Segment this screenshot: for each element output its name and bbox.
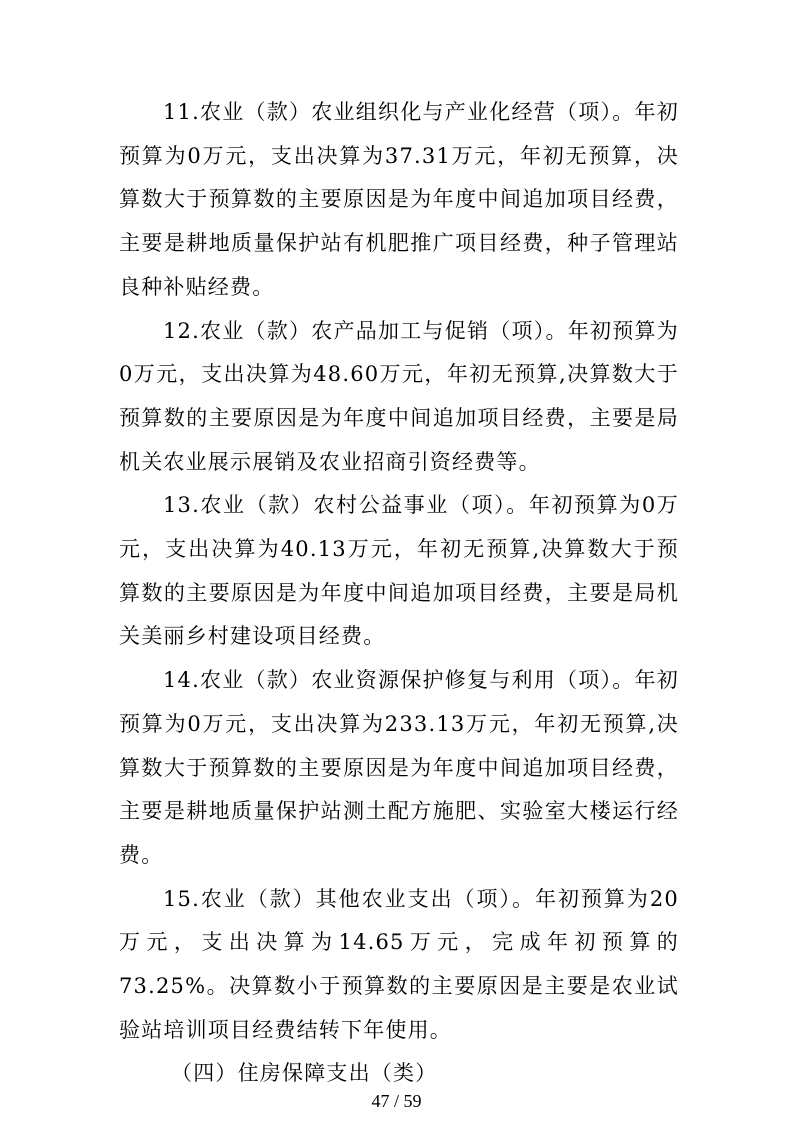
section-heading: （四）住房保障支出（类） [171,1061,438,1086]
page-number: 47 / 59 [371,1091,422,1111]
paragraph-item-12: 12.农业（款）农产品加工与促销（项）。年初预算为0万元，支出决算为48.60万元，年初无预算,决算数大于预算数的主要原因是为年度中间追加项目经费，主要是局机关农业展示展销及农业招商引资经费等。 [119,318,679,474]
paragraph-item-15: 15.农业（款）其他农业支出（项）。年初预算为20万元，支出决算为14.65万元，完成年初预算的73.25%。决算数小于预算数的主要原因是主要是农业试验站培训项目经费结转下年使用。 [119,886,679,1042]
paragraph-item-11: 11.农业（款）农业组织化与产业化经营（项）。年初预算为0万元，支出决算为37.31万元，年初无预算，决算数大于预算数的主要原因是为年度中间追加项目经费，主要是耕地质量保护站有机肥推广项目经费，种子管理站良种补贴经费。 [119,100,679,299]
document-body [119,91,679,1096]
paragraph-item-13: 13.农业（款）农村公益事业（项）。年初预算为0万元，支出决算为40.13万元，年初无预算,决算数大于预算数的主要原因是为年度中间追加项目经费，主要是局机关美丽乡村建设项目经费。 [119,493,679,649]
paragraph-item-14: 14.农业（款）农业资源保护修复与利用（项）。年初预算为0万元，支出决算为233.13万元，年初无预算,决算数大于预算数的主要原因是为年度中间追加项目经费，主要是耕地质量保护站测土配方施肥、实验室大楼运行经费。 [119,668,679,867]
